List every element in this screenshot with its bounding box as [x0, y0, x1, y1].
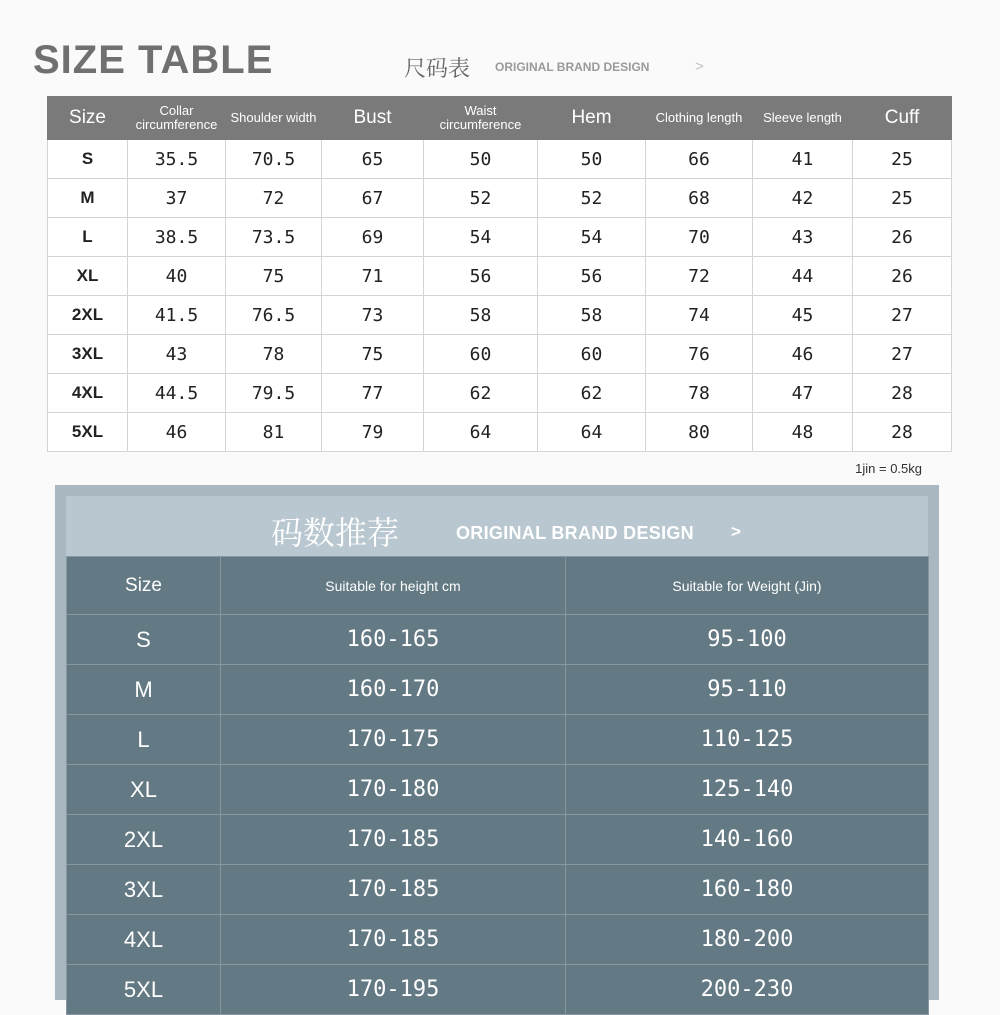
- value-cell: 160-170: [221, 665, 566, 715]
- value-cell: 79.5: [226, 374, 322, 413]
- value-cell: 62: [538, 374, 646, 413]
- size-cell: 2XL: [48, 296, 128, 335]
- size-cell: 2XL: [67, 815, 221, 865]
- value-cell: 160-180: [566, 865, 929, 915]
- value-cell: 60: [538, 335, 646, 374]
- table-row: [48, 179, 952, 218]
- value-cell: 77: [322, 374, 424, 413]
- recommendation-table: [66, 556, 929, 1015]
- chevron-right-icon: >: [731, 522, 741, 541]
- cn-title: 尺码表: [404, 57, 471, 82]
- table-row: [67, 815, 929, 865]
- value-cell: 75: [322, 335, 424, 374]
- value-cell: 170-175: [221, 715, 566, 765]
- value-cell: 80: [646, 413, 753, 452]
- col-header-cuff: Cuff: [853, 97, 952, 140]
- value-cell: 65: [322, 140, 424, 179]
- value-cell: 41.5: [128, 296, 226, 335]
- recommendation-panel: [55, 485, 939, 1000]
- value-cell: 95-110: [566, 665, 929, 715]
- value-cell: 52: [538, 179, 646, 218]
- value-cell: 70: [646, 218, 753, 257]
- value-cell: 26: [853, 257, 952, 296]
- value-cell: 170-185: [221, 865, 566, 915]
- value-cell: 64: [538, 413, 646, 452]
- value-cell: 48: [753, 413, 853, 452]
- value-cell: 58: [424, 296, 538, 335]
- size-cell: 4XL: [48, 374, 128, 413]
- value-cell: 46: [753, 335, 853, 374]
- col-header-sleeve-length: Sleeve length: [753, 97, 853, 140]
- recommendation-title: 码数推荐: [271, 514, 400, 552]
- value-cell: 35.5: [128, 140, 226, 179]
- recommendation-table-body: [67, 615, 929, 1015]
- value-cell: 64: [424, 413, 538, 452]
- value-cell: 58: [538, 296, 646, 335]
- value-cell: 27: [853, 296, 952, 335]
- table-row: [67, 765, 929, 815]
- value-cell: 40: [128, 257, 226, 296]
- size-cell: 3XL: [48, 335, 128, 374]
- unit-note: 1jin = 0.5kg: [855, 461, 922, 476]
- table-row: [48, 335, 952, 374]
- value-cell: 52: [424, 179, 538, 218]
- table-row: [48, 374, 952, 413]
- value-cell: 170-195: [221, 965, 566, 1015]
- value-cell: 67: [322, 179, 424, 218]
- table-row: [48, 140, 952, 179]
- size-cell: 4XL: [67, 915, 221, 965]
- rec-col-header-size: Size: [67, 557, 221, 615]
- value-cell: 160-165: [221, 615, 566, 665]
- value-cell: 95-100: [566, 615, 929, 665]
- value-cell: 76.5: [226, 296, 322, 335]
- col-header-hem: Hem: [538, 97, 646, 140]
- value-cell: 170-185: [221, 915, 566, 965]
- value-cell: 56: [538, 257, 646, 296]
- value-cell: 45: [753, 296, 853, 335]
- value-cell: 42: [753, 179, 853, 218]
- value-cell: 54: [538, 218, 646, 257]
- size-cell: 5XL: [48, 413, 128, 452]
- value-cell: 43: [753, 218, 853, 257]
- value-cell: 76: [646, 335, 753, 374]
- col-header-shoulder: Shoulder width: [226, 97, 322, 140]
- value-cell: 54: [424, 218, 538, 257]
- size-table: [47, 96, 952, 452]
- brand-subtitle: ORIGINAL BRAND DESIGN: [495, 60, 650, 74]
- value-cell: 200-230: [566, 965, 929, 1015]
- size-cell: M: [67, 665, 221, 715]
- value-cell: 79: [322, 413, 424, 452]
- value-cell: 170-180: [221, 765, 566, 815]
- value-cell: 28: [853, 413, 952, 452]
- table-row: [48, 413, 952, 452]
- value-cell: 180-200: [566, 915, 929, 965]
- value-cell: 75: [226, 257, 322, 296]
- value-cell: 38.5: [128, 218, 226, 257]
- chevron-right-icon: >: [695, 58, 704, 75]
- table-row: [67, 865, 929, 915]
- table-row: [48, 218, 952, 257]
- size-cell: L: [48, 218, 128, 257]
- value-cell: 66: [646, 140, 753, 179]
- col-header-clothing-length: Clothing length: [646, 97, 753, 140]
- size-cell: S: [48, 140, 128, 179]
- page-title: SIZE TABLE: [33, 38, 274, 82]
- value-cell: 73: [322, 296, 424, 335]
- value-cell: 25: [853, 179, 952, 218]
- value-cell: 81: [226, 413, 322, 452]
- col-header-size: Size: [48, 97, 128, 140]
- size-table-header-row: [48, 97, 952, 140]
- col-header-collar: Collar circumference: [128, 97, 226, 140]
- table-row: [67, 915, 929, 965]
- col-header-waist: Waist circumference: [424, 97, 538, 140]
- value-cell: 71: [322, 257, 424, 296]
- value-cell: 26: [853, 218, 952, 257]
- value-cell: 44: [753, 257, 853, 296]
- value-cell: 110-125: [566, 715, 929, 765]
- size-table-body: [48, 140, 952, 452]
- recommendation-header-row: [67, 557, 929, 615]
- value-cell: 68: [646, 179, 753, 218]
- value-cell: 62: [424, 374, 538, 413]
- value-cell: 78: [226, 335, 322, 374]
- value-cell: 170-185: [221, 815, 566, 865]
- size-cell: XL: [48, 257, 128, 296]
- rec-col-header-weight: Suitable for Weight (Jin): [566, 557, 929, 615]
- table-row: [67, 715, 929, 765]
- value-cell: 70.5: [226, 140, 322, 179]
- value-cell: 25: [853, 140, 952, 179]
- table-row: [67, 665, 929, 715]
- size-cell: 5XL: [67, 965, 221, 1015]
- col-header-bust: Bust: [322, 97, 424, 140]
- value-cell: 27: [853, 335, 952, 374]
- value-cell: 125-140: [566, 765, 929, 815]
- value-cell: 43: [128, 335, 226, 374]
- size-cell: L: [67, 715, 221, 765]
- table-row: [48, 257, 952, 296]
- value-cell: 44.5: [128, 374, 226, 413]
- value-cell: 72: [646, 257, 753, 296]
- value-cell: 69: [322, 218, 424, 257]
- recommendation-brand: ORIGINAL BRAND DESIGN: [456, 523, 694, 543]
- value-cell: 73.5: [226, 218, 322, 257]
- size-cell: S: [67, 615, 221, 665]
- value-cell: 78: [646, 374, 753, 413]
- value-cell: 37: [128, 179, 226, 218]
- value-cell: 72: [226, 179, 322, 218]
- rec-col-header-height: Suitable for height cm: [221, 557, 566, 615]
- value-cell: 41: [753, 140, 853, 179]
- value-cell: 56: [424, 257, 538, 296]
- size-cell: XL: [67, 765, 221, 815]
- size-cell: 3XL: [67, 865, 221, 915]
- value-cell: 50: [424, 140, 538, 179]
- table-row: [48, 296, 952, 335]
- table-row: [67, 615, 929, 665]
- recommendation-banner: [66, 496, 928, 556]
- value-cell: 28: [853, 374, 952, 413]
- value-cell: 50: [538, 140, 646, 179]
- value-cell: 47: [753, 374, 853, 413]
- value-cell: 74: [646, 296, 753, 335]
- value-cell: 46: [128, 413, 226, 452]
- size-cell: M: [48, 179, 128, 218]
- value-cell: 60: [424, 335, 538, 374]
- value-cell: 140-160: [566, 815, 929, 865]
- table-row: [67, 965, 929, 1015]
